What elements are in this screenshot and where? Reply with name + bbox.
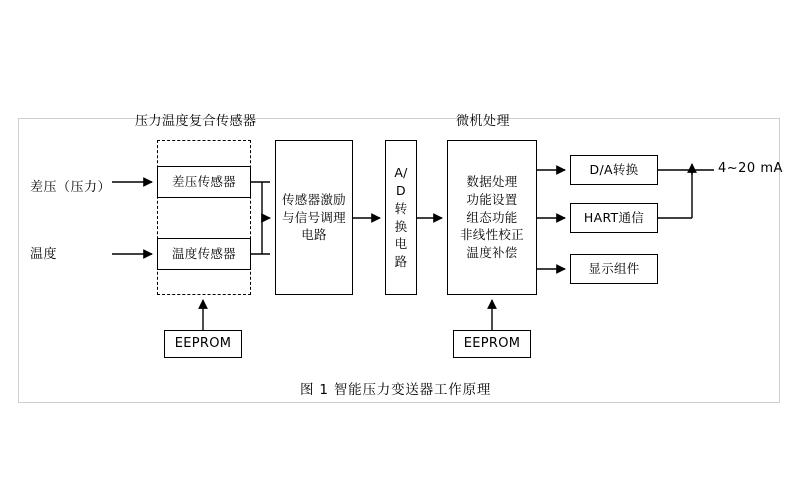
ad-line-5: 电 bbox=[394, 236, 408, 252]
ad-line-3: 转 bbox=[394, 200, 408, 216]
output-label-current: 4~20 mA bbox=[718, 161, 783, 176]
input-label-differential-pressure: 差压（压力） bbox=[30, 180, 112, 195]
signal-conditioning-line-3: 电路 bbox=[301, 227, 327, 243]
block-signal-conditioning[interactable] bbox=[275, 140, 353, 295]
mcu-line-1: 数据处理 bbox=[466, 174, 518, 190]
group-label-mcu: 微机处理 bbox=[456, 114, 511, 129]
block-eeprom-right[interactable]: EEPROM bbox=[453, 330, 531, 358]
input-label-temperature: 温度 bbox=[30, 247, 58, 262]
signal-conditioning-line-2: 与信号调理 bbox=[281, 209, 346, 225]
block-eeprom-left[interactable]: EEPROM bbox=[164, 330, 242, 358]
block-mcu-processing[interactable] bbox=[447, 140, 537, 295]
mcu-line-3: 组态功能 bbox=[466, 209, 518, 225]
block-da-converter[interactable]: D/A转换 bbox=[570, 155, 658, 185]
block-dp-sensor[interactable]: 差压传感器 bbox=[157, 166, 251, 198]
ad-line-4: 换 bbox=[394, 218, 408, 234]
sensor-group-container bbox=[157, 140, 251, 295]
ad-line-6: 路 bbox=[394, 254, 408, 269]
block-temp-sensor[interactable]: 温度传感器 bbox=[157, 238, 251, 270]
block-hart-comm[interactable]: HART通信 bbox=[570, 203, 658, 233]
block-display-module[interactable]: 显示组件 bbox=[570, 254, 658, 284]
figure-caption: 图 1 智能压力变送器工作原理 bbox=[300, 382, 492, 398]
mcu-line-2: 功能设置 bbox=[466, 191, 518, 207]
group-label-sensor: 压力温度复合传感器 bbox=[135, 114, 257, 129]
ad-line-1: A/ bbox=[394, 165, 408, 181]
mcu-line-4: 非线性校正 bbox=[459, 227, 524, 243]
block-ad-converter[interactable] bbox=[385, 140, 417, 295]
signal-conditioning-line-1: 传感器激励 bbox=[281, 191, 346, 207]
mcu-line-5: 温度补偿 bbox=[466, 245, 518, 261]
ad-line-2: D bbox=[396, 183, 406, 198]
